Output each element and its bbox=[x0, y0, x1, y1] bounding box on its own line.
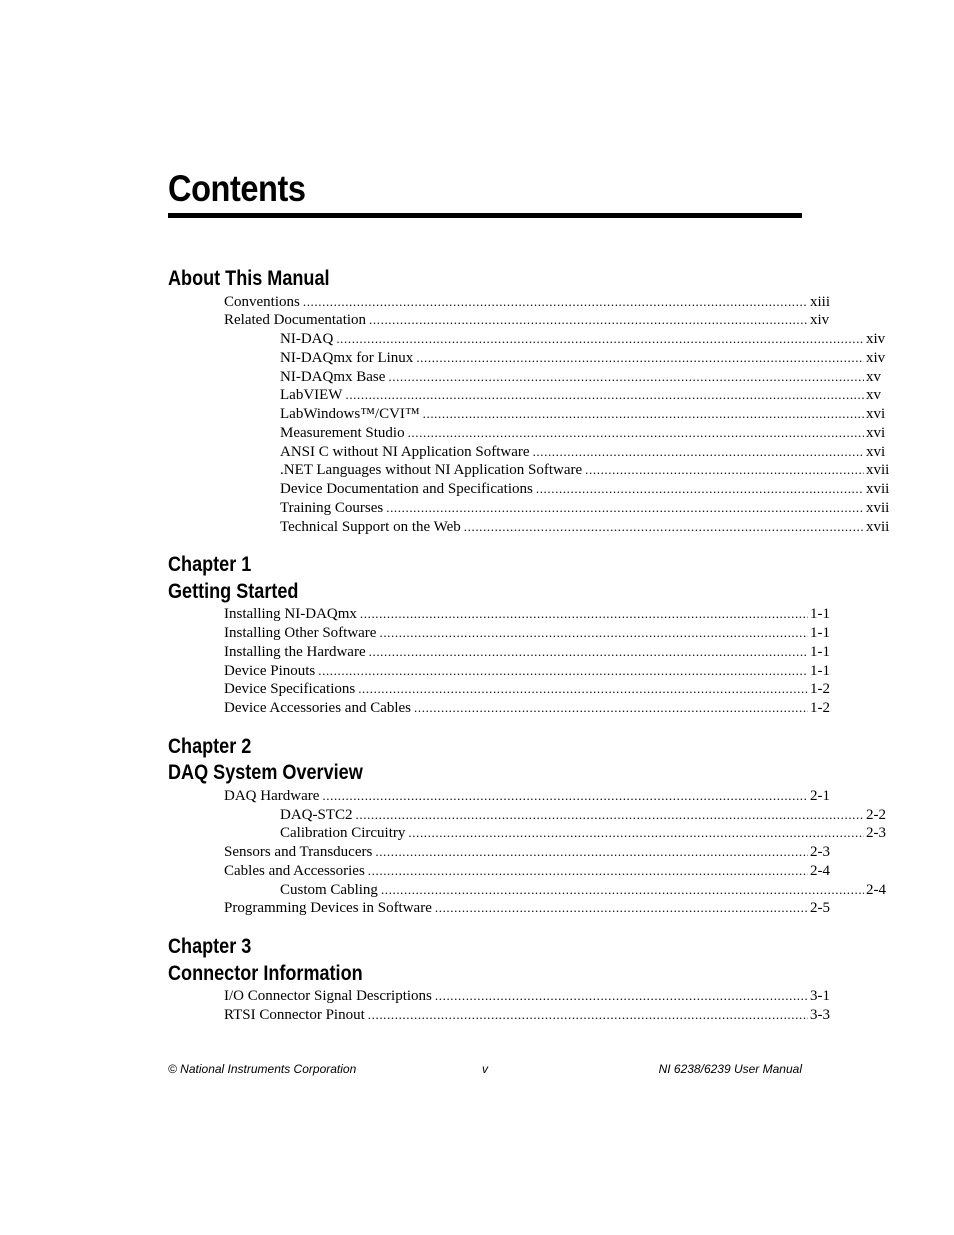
dot-leader bbox=[303, 293, 808, 312]
toc-entry-page: xvii bbox=[866, 499, 890, 516]
toc-entry-page: 2-3 bbox=[866, 825, 886, 842]
toc-entry-title: DAQ-STC2 bbox=[280, 806, 353, 823]
dot-leader bbox=[360, 605, 808, 624]
toc-section bbox=[168, 934, 830, 1025]
toc-entry[interactable] bbox=[168, 787, 834, 806]
toc-entry-page: 2-4 bbox=[810, 862, 830, 879]
toc-entry-page: 2-4 bbox=[866, 881, 886, 898]
dot-leader bbox=[358, 680, 808, 699]
toc-entry-title: ANSI C without NI Application Software bbox=[280, 443, 530, 460]
toc-entry[interactable] bbox=[168, 699, 834, 718]
dot-leader bbox=[408, 824, 864, 843]
toc-entry-page: 1-2 bbox=[810, 681, 830, 698]
footer-manual-title: NI 6238/6239 User Manual bbox=[658, 1062, 802, 1076]
toc-entry-title: DAQ Hardware bbox=[224, 787, 320, 804]
toc-entry-title: Calibration Circuitry bbox=[280, 825, 406, 842]
toc-entry[interactable] bbox=[168, 368, 890, 387]
dot-leader bbox=[375, 843, 808, 862]
dot-leader bbox=[408, 424, 864, 443]
toc-entry[interactable] bbox=[168, 643, 834, 662]
toc-entry-title: Cables and Accessories bbox=[224, 862, 365, 879]
toc-entry-title: Installing NI-DAQmx bbox=[224, 606, 357, 623]
toc-entry-title: LabWindows™/CVI™ bbox=[280, 406, 420, 422]
dot-leader bbox=[414, 699, 808, 718]
toc-entry-title: Device Specifications bbox=[224, 681, 356, 698]
dot-leader bbox=[435, 987, 808, 1006]
toc-entry-page: 2-5 bbox=[810, 900, 830, 917]
dot-leader bbox=[369, 311, 808, 330]
toc-entry-page: xv bbox=[866, 387, 881, 404]
toc-entry-title: Conventions bbox=[224, 293, 300, 310]
toc-entry[interactable] bbox=[168, 1006, 834, 1025]
page-title: Contents bbox=[168, 168, 306, 209]
toc-entry-page: 3-1 bbox=[810, 988, 830, 1004]
toc-entry[interactable] bbox=[168, 605, 834, 624]
toc-entry-list bbox=[168, 605, 830, 718]
toc-entry-title: NI-DAQmx Base bbox=[280, 368, 386, 385]
toc-entry-page: xiv bbox=[810, 312, 830, 329]
footer-page-number: v bbox=[482, 1062, 488, 1076]
toc-entry[interactable] bbox=[168, 662, 834, 681]
footer-copyright: © National Instruments Corporation bbox=[168, 1062, 357, 1076]
toc-entry[interactable] bbox=[168, 499, 890, 518]
toc-entry[interactable] bbox=[168, 824, 890, 843]
toc-entry-title: RTSI Connector Pinout bbox=[224, 1006, 365, 1023]
table-of-contents bbox=[168, 266, 890, 1041]
toc-entry-page: xvii bbox=[866, 518, 890, 535]
toc-entry-page: 1-1 bbox=[810, 662, 830, 679]
toc-entry[interactable] bbox=[168, 461, 890, 480]
toc-entry-title: Measurement Studio bbox=[280, 424, 405, 441]
toc-section bbox=[168, 266, 890, 536]
toc-entry-page: 1-1 bbox=[810, 606, 830, 623]
chapter-number-heading: Chapter 1 bbox=[168, 553, 252, 577]
toc-entry[interactable] bbox=[168, 330, 890, 349]
toc-entry-title: Related Documentation bbox=[224, 312, 367, 329]
dot-leader bbox=[368, 862, 808, 881]
dot-leader bbox=[345, 386, 864, 405]
toc-entry-title: LabVIEW bbox=[280, 387, 343, 404]
dot-leader bbox=[368, 1006, 808, 1025]
toc-entry-title: Installing Other Software bbox=[224, 625, 377, 641]
toc-entry-page: 1-2 bbox=[810, 700, 830, 716]
toc-entry-title: I/O Connector Signal Descriptions bbox=[224, 988, 432, 1004]
toc-entry-page: xvi bbox=[866, 406, 886, 422]
toc-entry[interactable] bbox=[168, 349, 890, 368]
toc-entry-page: xiv bbox=[866, 331, 886, 347]
chapter-number-heading: Chapter 3 bbox=[168, 935, 252, 958]
toc-entry-page: 2-2 bbox=[866, 806, 886, 823]
section-heading: DAQ System Overview bbox=[168, 761, 363, 785]
toc-entry-page: xv bbox=[866, 368, 881, 385]
dot-leader bbox=[336, 330, 864, 349]
toc-entry-title: Device Accessories and Cables bbox=[224, 700, 412, 716]
dot-leader bbox=[381, 881, 864, 900]
toc-entry[interactable] bbox=[168, 443, 890, 462]
section-heading: Connector Information bbox=[168, 961, 363, 985]
toc-entry-title: Training Courses bbox=[280, 499, 384, 516]
toc-entry-page: 2-3 bbox=[810, 844, 830, 860]
toc-entry[interactable] bbox=[168, 293, 834, 312]
toc-entry[interactable] bbox=[168, 881, 890, 900]
dot-leader bbox=[388, 368, 864, 387]
toc-entry[interactable] bbox=[168, 405, 890, 424]
toc-entry-page: xvi bbox=[866, 443, 886, 460]
toc-entry-title: Custom Cabling bbox=[280, 881, 378, 898]
dot-leader bbox=[386, 499, 864, 518]
toc-entry-page: xvii bbox=[866, 481, 890, 497]
chapter-number-heading: Chapter 2 bbox=[168, 734, 252, 758]
toc-entry-title: Sensors and Transducers bbox=[224, 844, 373, 860]
toc-entry[interactable] bbox=[168, 424, 890, 443]
toc-entry-title: NI-DAQ bbox=[280, 331, 334, 347]
toc-entry[interactable] bbox=[168, 862, 834, 881]
dot-leader bbox=[322, 787, 808, 806]
toc-section bbox=[168, 552, 830, 718]
toc-entry-title: Technical Support on the Web bbox=[280, 518, 461, 535]
dot-leader bbox=[464, 518, 864, 537]
toc-entry-title: .NET Languages without NI Application Software bbox=[280, 462, 583, 479]
toc-entry-title: Device Pinouts bbox=[224, 662, 316, 679]
toc-entry[interactable] bbox=[168, 311, 834, 330]
toc-section bbox=[168, 734, 886, 918]
toc-entry[interactable] bbox=[168, 806, 890, 825]
toc-entry-page: xiii bbox=[810, 293, 831, 310]
dot-leader bbox=[369, 643, 808, 662]
toc-entry-page: 1-1 bbox=[810, 625, 830, 641]
toc-entry-list bbox=[168, 787, 886, 918]
dot-leader bbox=[379, 624, 808, 643]
toc-entry[interactable] bbox=[168, 987, 834, 1006]
section-heading: Getting Started bbox=[168, 579, 299, 603]
toc-entry-page: 3-3 bbox=[810, 1006, 830, 1023]
dot-leader bbox=[536, 480, 864, 499]
toc-entry-page: xiv bbox=[866, 349, 886, 366]
toc-entry[interactable] bbox=[168, 899, 834, 918]
dot-leader bbox=[585, 461, 864, 480]
toc-entry-title: Programming Devices in Software bbox=[224, 900, 432, 917]
dot-leader bbox=[533, 443, 864, 462]
toc-entry-list bbox=[168, 293, 890, 537]
toc-entry-title: Device Documentation and Specifications bbox=[280, 481, 533, 497]
toc-entry[interactable] bbox=[168, 680, 834, 699]
toc-entry[interactable] bbox=[168, 386, 890, 405]
toc-entry-list bbox=[168, 987, 830, 1025]
toc-entry-title: NI-DAQmx for Linux bbox=[280, 349, 414, 366]
dot-leader bbox=[356, 806, 864, 825]
dot-leader bbox=[416, 349, 864, 368]
toc-entry[interactable] bbox=[168, 843, 834, 862]
toc-entry-title: Installing the Hardware bbox=[224, 643, 366, 660]
toc-entry-page: 2-1 bbox=[810, 787, 830, 804]
toc-entry-page: xvii bbox=[866, 462, 890, 479]
toc-entry[interactable] bbox=[168, 518, 890, 537]
toc-entry[interactable] bbox=[168, 624, 834, 643]
dot-leader bbox=[423, 405, 864, 424]
toc-entry-page: 1-1 bbox=[810, 643, 830, 660]
dot-leader bbox=[318, 662, 808, 681]
title-rule bbox=[168, 213, 802, 218]
toc-entry[interactable] bbox=[168, 480, 890, 499]
dot-leader bbox=[435, 899, 808, 918]
section-heading: About This Manual bbox=[168, 267, 330, 290]
toc-entry-page: xvi bbox=[866, 424, 886, 441]
